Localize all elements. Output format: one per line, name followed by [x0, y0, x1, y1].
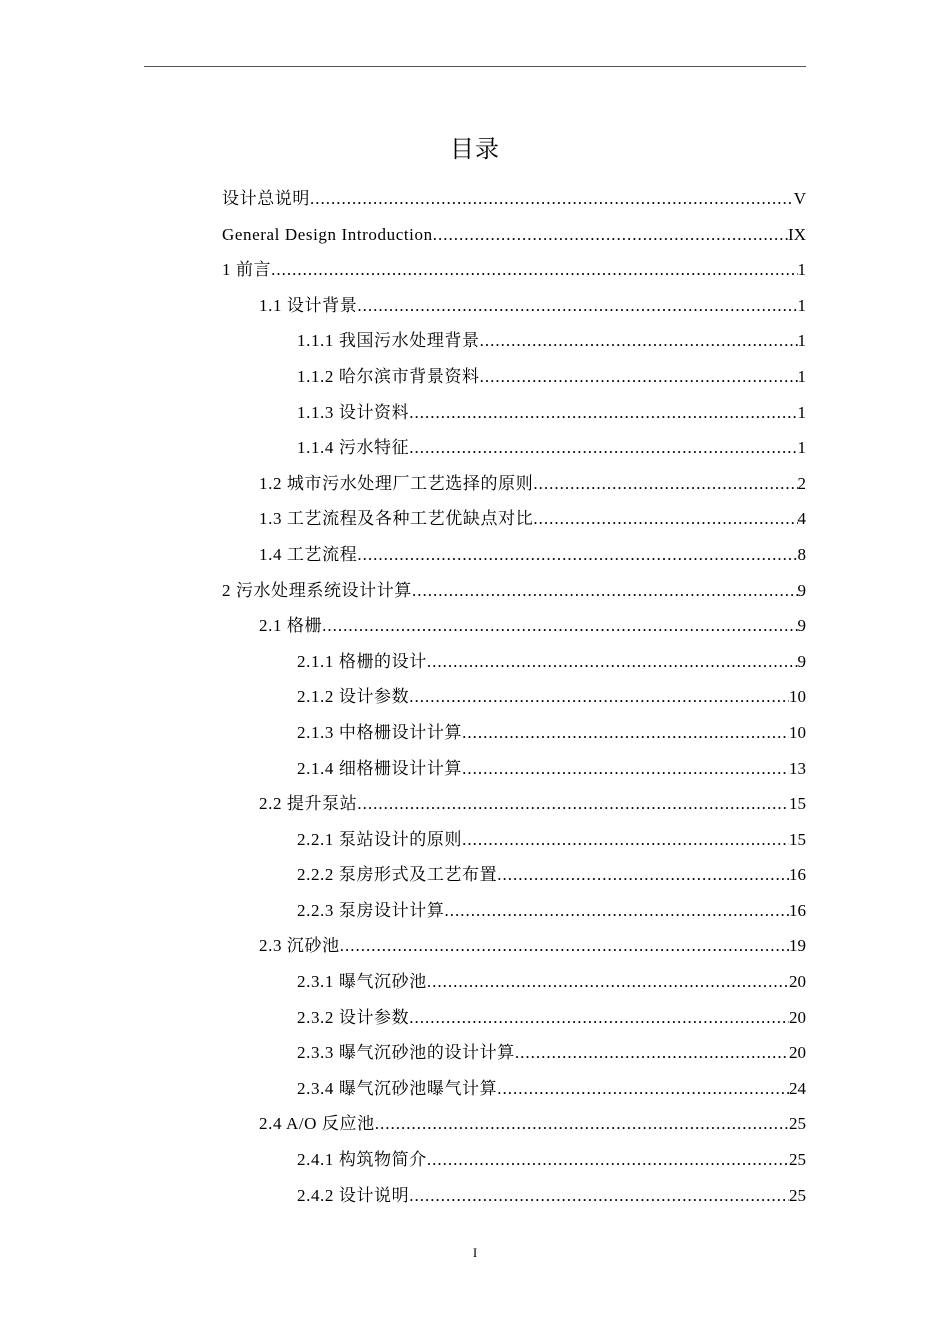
- toc-entry-page: 25: [789, 1150, 806, 1170]
- toc-entry-label: 2.1.2 设计参数: [297, 687, 410, 707]
- toc-entry[interactable]: [222, 430, 806, 466]
- toc-entry-page: 9: [797, 651, 806, 671]
- toc-entry-label: 2.3 沉砂池: [259, 936, 340, 956]
- toc-entry-page: 1: [797, 331, 806, 351]
- toc-entry[interactable]: [222, 323, 806, 359]
- toc-entry-label: 1.2 城市污水处理厂工艺选择的原则: [259, 473, 534, 493]
- toc-entry-label: 2.3.2 设计参数: [297, 1007, 410, 1027]
- toc-dot-leader: [480, 323, 798, 359]
- toc-dot-leader: [375, 1106, 789, 1142]
- toc-entry[interactable]: [222, 644, 806, 680]
- toc-entry-label: 2.2.3 泵房设计计算: [297, 900, 445, 920]
- toc-entry[interactable]: [222, 928, 806, 964]
- toc-dot-leader: [462, 751, 789, 787]
- toc-entry[interactable]: [222, 1106, 806, 1142]
- toc-entry-label: 2.1.4 细格栅设计计算: [297, 758, 463, 778]
- toc-entry[interactable]: [222, 893, 806, 929]
- toc-entry-label: 1.3 工艺流程及各种工艺优缺点对比: [259, 509, 534, 529]
- toc-dot-leader: [412, 573, 798, 609]
- toc-entry[interactable]: [222, 288, 806, 324]
- toc-dot-leader: [409, 1000, 789, 1036]
- toc-entry-page: 20: [789, 972, 806, 992]
- toc-entry[interactable]: [222, 751, 806, 787]
- toc-entry-page: 20: [789, 1043, 806, 1063]
- toc-entry[interactable]: [222, 537, 806, 573]
- toc-entry-label: 2.4.2 设计说明: [297, 1185, 410, 1205]
- toc-entry[interactable]: [222, 181, 806, 217]
- toc-dot-leader: [533, 466, 797, 502]
- toc-entry-page: V: [793, 189, 806, 208]
- toc-entry-label: 2.1.1 格栅的设计: [297, 651, 427, 671]
- toc-entry-page: 1: [797, 295, 806, 315]
- toc-entry[interactable]: [222, 679, 806, 715]
- toc-entry[interactable]: [222, 1000, 806, 1036]
- toc-entry[interactable]: [222, 1035, 806, 1071]
- toc-entry-page: 1: [797, 402, 806, 422]
- toc-dot-leader: [409, 679, 789, 715]
- toc-entry-label: 1.1.1 我国污水处理背景: [297, 331, 480, 351]
- toc-entry[interactable]: [222, 501, 806, 537]
- toc-entry[interactable]: [222, 1178, 806, 1214]
- toc-entry-page: 25: [789, 1185, 806, 1205]
- toc-entry-page: 10: [789, 687, 806, 707]
- toc-entry[interactable]: [222, 822, 806, 858]
- toc-dot-leader: [409, 395, 797, 431]
- toc-entry-page: 19: [789, 936, 806, 956]
- toc-dot-leader: [515, 1035, 789, 1071]
- toc-dot-leader: [357, 537, 797, 573]
- toc-entry-page: 25: [789, 1114, 806, 1134]
- toc-dot-leader: [497, 857, 789, 893]
- toc-entry-page: IX: [788, 224, 806, 244]
- toc-dot-leader: [357, 786, 789, 822]
- toc-dot-leader: [357, 288, 797, 324]
- table-of-contents: [222, 181, 806, 1213]
- toc-dot-leader: [444, 893, 789, 929]
- toc-entry[interactable]: [222, 964, 806, 1000]
- toc-entry-label: 2.3.1 曝气沉砂池: [297, 972, 427, 992]
- toc-entry-label: 1.1.3 设计资料: [297, 402, 410, 422]
- toc-entry-page: 10: [789, 722, 806, 742]
- toc-entry-page: 13: [789, 758, 806, 778]
- toc-entry-label: 1 前言: [222, 260, 272, 280]
- toc-entry-page: 1: [797, 260, 806, 280]
- page-number: I: [472, 1245, 478, 1260]
- toc-dot-leader: [462, 715, 789, 751]
- toc-dot-leader: [310, 181, 794, 217]
- toc-entry[interactable]: [222, 395, 806, 431]
- toc-entry[interactable]: [222, 217, 806, 253]
- toc-entry[interactable]: [222, 252, 806, 288]
- toc-entry-page: 24: [789, 1078, 806, 1098]
- toc-entry-page: 9: [797, 616, 806, 636]
- toc-entry[interactable]: [222, 608, 806, 644]
- toc-entry-label: 2.4.1 构筑物简介: [297, 1150, 427, 1170]
- toc-dot-leader: [462, 822, 789, 858]
- toc-entry-page: 16: [789, 865, 806, 885]
- toc-entry-label: 2.3.4 曝气沉砂池曝气计算: [297, 1078, 498, 1098]
- toc-dot-leader: [533, 501, 797, 537]
- toc-entry-page: 2: [797, 473, 806, 493]
- toc-dot-leader: [497, 1071, 789, 1107]
- toc-entry-page: 20: [789, 1007, 806, 1027]
- toc-entry-label: 2.2 提升泵站: [259, 794, 358, 814]
- toc-entry-page: 1: [797, 438, 806, 458]
- toc-dot-leader: [409, 430, 797, 466]
- toc-entry-label: General Design Introduction: [222, 224, 433, 244]
- toc-entry-label: 1.1 设计背景: [259, 295, 358, 315]
- toc-entry-page: 15: [789, 829, 806, 849]
- toc-entry-label: 1.1.2 哈尔滨市背景资料: [297, 366, 480, 386]
- toc-entry-page: 8: [797, 544, 806, 564]
- page-title: 目录: [450, 135, 500, 163]
- toc-entry[interactable]: [222, 1071, 806, 1107]
- toc-dot-leader: [271, 252, 797, 288]
- toc-dot-leader: [480, 359, 798, 395]
- toc-entry-label: 2.1.3 中格栅设计计算: [297, 722, 463, 742]
- toc-entry[interactable]: [222, 573, 806, 609]
- toc-entry[interactable]: [222, 466, 806, 502]
- toc-entry[interactable]: [222, 857, 806, 893]
- toc-entry-label: 设计总说明: [222, 189, 310, 208]
- toc-entry-label: 2.3.3 曝气沉砂池的设计计算: [297, 1043, 515, 1063]
- toc-entry-page: 16: [789, 900, 806, 920]
- toc-entry-page: 15: [789, 794, 806, 814]
- toc-entry[interactable]: [222, 1142, 806, 1178]
- toc-entry-page: 9: [797, 580, 806, 600]
- toc-entry-label: 2 污水处理系统设计计算: [222, 580, 412, 600]
- toc-entry-label: 1.4 工艺流程: [259, 544, 358, 564]
- header-rule: [144, 66, 806, 67]
- toc-dot-leader: [427, 644, 798, 680]
- toc-entry-label: 1.1.4 污水特征: [297, 438, 410, 458]
- toc-dot-leader: [427, 1142, 789, 1178]
- toc-entry[interactable]: [222, 359, 806, 395]
- toc-dot-leader: [409, 1178, 789, 1214]
- toc-entry-label: 2.2.1 泵站设计的原则: [297, 829, 463, 849]
- toc-entry[interactable]: [222, 715, 806, 751]
- toc-entry-label: 2.4 A/O 反应池: [259, 1114, 375, 1134]
- toc-entry-label: 2.2.2 泵房形式及工艺布置: [297, 865, 498, 885]
- toc-entry-page: 4: [797, 509, 806, 529]
- toc-dot-leader: [322, 608, 797, 644]
- toc-dot-leader: [427, 964, 789, 1000]
- toc-dot-leader: [340, 928, 789, 964]
- toc-entry[interactable]: [222, 786, 806, 822]
- toc-entry-page: 1: [797, 366, 806, 386]
- toc-dot-leader: [433, 217, 788, 253]
- toc-entry-label: 2.1 格栅: [259, 616, 323, 636]
